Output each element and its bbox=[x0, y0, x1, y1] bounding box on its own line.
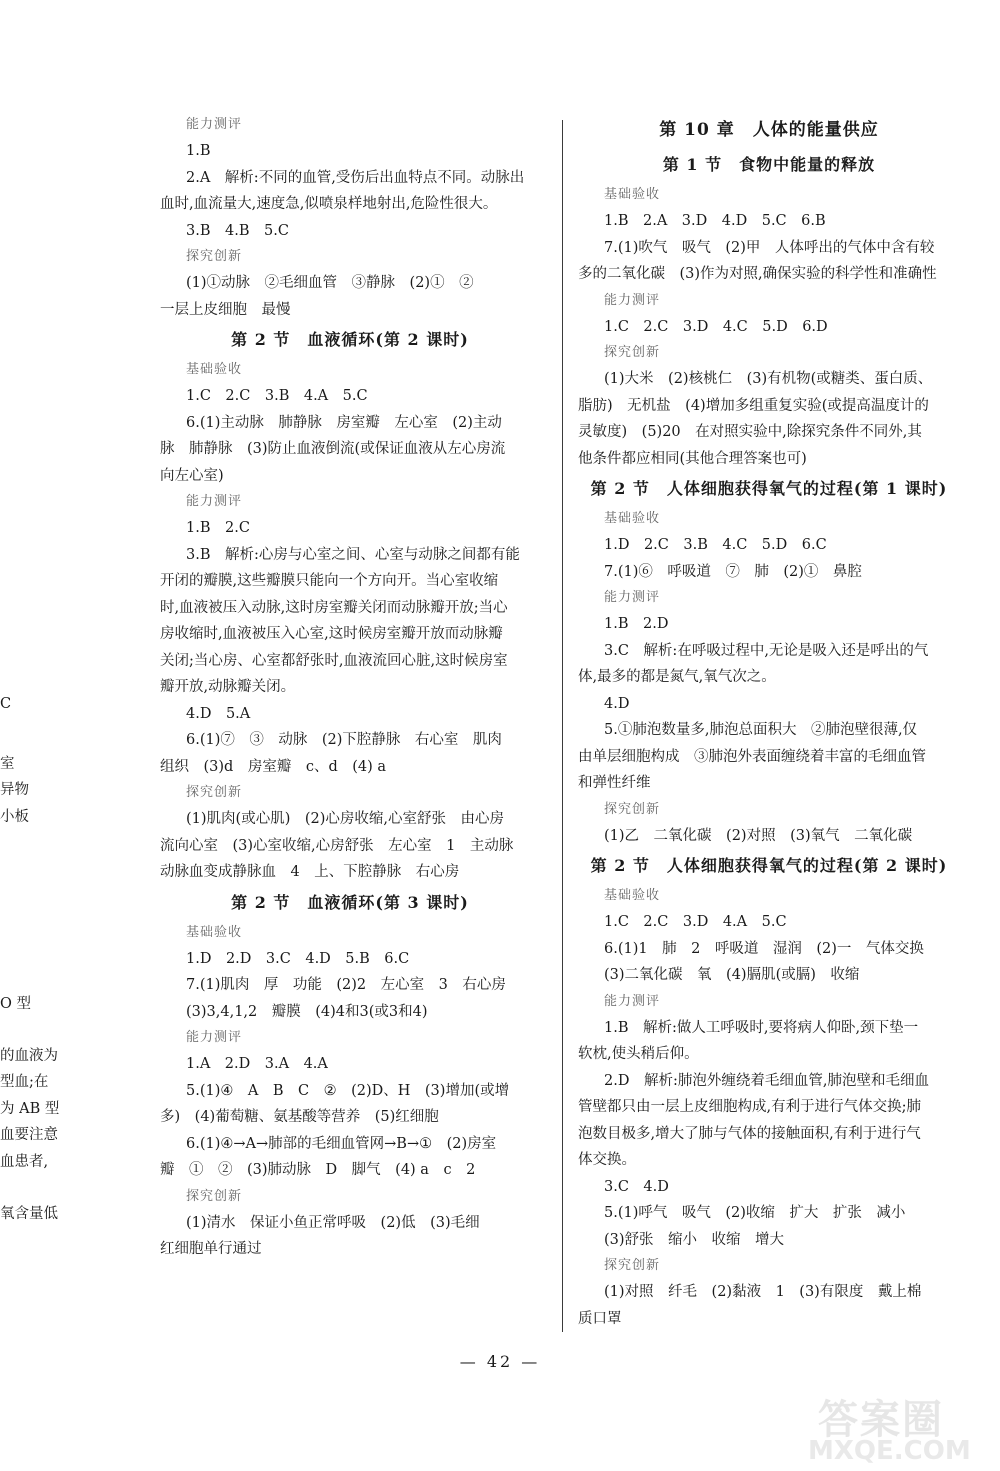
section-heading: 第 2 节 血液循环(第 3 课时) bbox=[231, 892, 469, 912]
section-label: 基础验收 bbox=[604, 187, 661, 202]
section-heading: 第 2 节 血液循环(第 2 课时) bbox=[231, 330, 469, 349]
answer-line: 红细胞单行通过 bbox=[160, 1241, 262, 1257]
answer-line: 1.B bbox=[186, 143, 211, 159]
answer-line: 5.①肺泡数量多,肺泡总面积大 ②肺泡壁很薄,仅 bbox=[604, 722, 918, 738]
answer-line: 流向心室 (3)心室收缩,心房舒张 左心室 1 主动脉 bbox=[160, 837, 514, 854]
section-label: 探究创新 bbox=[186, 249, 243, 264]
section-label: 能力测评 bbox=[186, 117, 243, 132]
answer-line: (1)乙 二氧化碳 (2)对照 (3)氧气 二氧化碳 bbox=[604, 827, 913, 844]
answer-line: 1.D 2.C 3.B 4.C 5.D 6.C bbox=[604, 537, 827, 553]
section-heading: 第 2 节 人体细胞获得氧气的过程(第 2 课时) bbox=[590, 856, 948, 875]
margin-fragment: 氧含量低 bbox=[0, 1206, 58, 1222]
left-column bbox=[160, 112, 540, 1263]
answer-line: (1)对照 纤毛 (2)黏液 1 (3)有限度 戴上棉 bbox=[604, 1284, 922, 1300]
answer-line: 脉 肺静脉 (3)防止血液倒流(或保证血液从左心房流 bbox=[160, 441, 506, 457]
watermark-url: MXQE.COM bbox=[808, 1436, 971, 1466]
page-number: — 42 — bbox=[459, 1352, 541, 1371]
answer-line: 2.D 解析:肺泡外缠绕着毛细血管,肺泡壁和毛细血 bbox=[604, 1072, 929, 1089]
answer-line: 1.A 2.D 3.A 4.A bbox=[186, 1056, 328, 1072]
answer-line: 和弹性纤维 bbox=[578, 775, 651, 791]
margin-fragment: 的血液为 bbox=[0, 1048, 58, 1064]
section-label: 基础验收 bbox=[604, 888, 661, 903]
answer-line: 4.D 5.A bbox=[186, 705, 251, 722]
answer-line: 瓣 ① ② (3)肺动脉 D 脚气 (4) a c 2 bbox=[160, 1162, 476, 1178]
answer-line: 1.D 2.D 3.C 4.D 5.B 6.C bbox=[186, 950, 410, 967]
answer-line: 1.B 2.C bbox=[186, 520, 250, 536]
answer-line: 3.C 4.D bbox=[604, 1178, 669, 1195]
answer-line: 时,血液被压入动脉,这时房室瓣关闭而动脉瓣开放;当心 bbox=[160, 599, 508, 616]
answer-line: 脂肪) 无机盐 (4)增加多组重复实验(或提高温度计的 bbox=[578, 397, 929, 414]
answer-line: 开闭的瓣膜,这些瓣膜只能向一个方向开。当心室收缩 bbox=[160, 573, 499, 589]
answer-line: 动脉血变成静脉血 4 上、下腔静脉 右心房 bbox=[160, 864, 460, 880]
margin-fragment: C bbox=[0, 696, 12, 712]
answer-line: 7.(1)⑥ 呼吸道 ⑦ 肺 (2)① 鼻腔 bbox=[604, 563, 862, 580]
answer-line: (1)大米 (2)核桃仁 (3)有机物(或糖类、蛋白质、 bbox=[604, 371, 933, 387]
answer-line: 泡数目极多,增大了肺与气体的接触面积,有利于进行气 bbox=[578, 1125, 921, 1142]
answer-line: 1.B 2.D bbox=[604, 616, 669, 632]
section-label: 能力测评 bbox=[604, 993, 661, 1009]
answer-line: 7.(1)吹气 吸气 (2)甲 人体呼出的气体中含有较 bbox=[604, 239, 935, 256]
answer-line: 组织 (3)d 房室瓣 c、d (4) a bbox=[160, 758, 387, 775]
answer-line: 由单层细胞构成 ③肺泡外表面缠绕着丰富的毛细血管 bbox=[578, 748, 926, 765]
answer-line: 2.A 解析:不同的血管,受伤后出血特点不同。动脉出 bbox=[186, 169, 525, 186]
answer-line: 3.C 解析:在呼吸过程中,无论是吸入还是呼出的气 bbox=[604, 642, 929, 659]
answer-line: 向左心室) bbox=[160, 467, 224, 484]
margin-fragment: O 型 bbox=[0, 996, 31, 1012]
margin-fragment: 型血;在 bbox=[0, 1074, 49, 1090]
section-label: 探究创新 bbox=[604, 801, 661, 817]
section-label: 探究创新 bbox=[186, 785, 243, 800]
answer-line: 血时,血流量大,速度急,似喷泉样地射出,危险性很大。 bbox=[160, 196, 498, 212]
watermark-logo: 答案圈 bbox=[818, 1397, 944, 1443]
section-label: 基础验收 bbox=[604, 511, 661, 526]
section-label: 基础验收 bbox=[186, 924, 243, 940]
answer-line: 1.C 2.C 3.B 4.A 5.C bbox=[186, 388, 368, 404]
answer-line: 5.(1)呼气 吸气 (2)收缩 扩大 扩张 减小 bbox=[604, 1205, 906, 1221]
answer-line: 一层上皮细胞 最慢 bbox=[160, 301, 291, 318]
section-label: 探究创新 bbox=[186, 1188, 243, 1204]
answer-line: 6.(1)主动脉 肺静脉 房室瓣 左心室 (2)主动 bbox=[186, 414, 502, 431]
margin-fragment: 为 AB 型 bbox=[0, 1101, 60, 1117]
answer-line: 7.(1)肌肉 厚 功能 (2)2 左心室 3 右心房 bbox=[186, 977, 506, 993]
answer-line: 1.C 2.C 3.D 4.C 5.D 6.D bbox=[604, 318, 828, 335]
watermark bbox=[778, 1388, 988, 1468]
answer-line: 管壁都只由一层上皮细胞构成,有利于进行气体交换;肺 bbox=[578, 1099, 921, 1115]
answer-line: 他条件都应相同(其他合理答案也可) bbox=[578, 450, 807, 467]
answer-line: (1)①动脉 ②毛细血管 ③静脉 (2)① ② bbox=[186, 275, 474, 291]
answer-line: 多) (4)葡萄糖、氨基酸等营养 (5)红细胞 bbox=[160, 1109, 439, 1125]
answer-line: 4.D bbox=[604, 695, 630, 712]
answer-line: 6.(1)⑦ ③ 动脉 (2)下腔静脉 右心室 肌肉 bbox=[186, 732, 502, 748]
section-label: 基础验收 bbox=[186, 362, 243, 377]
answer-line: 瓣开放,动脉瓣关闭。 bbox=[160, 679, 296, 695]
answer-line: 1.B 解析:做人工呼吸时,要将病人仰卧,颈下垫一 bbox=[604, 1019, 919, 1036]
margin-fragment: 室 bbox=[0, 756, 15, 772]
answer-line: 关闭;当心房、心室都舒张时,血液流回心脏,这时候房室 bbox=[160, 652, 508, 669]
answer-line: 体,最多的都是氮气,氧气次之。 bbox=[578, 669, 776, 685]
section-label: 探究创新 bbox=[604, 345, 661, 360]
answer-line: 灵敏度) (5)20 在对照实验中,除探究条件不同外,其 bbox=[578, 424, 922, 440]
answer-line: 6.(1)④→A→肺部的毛细血管网→B→① (2)房室 bbox=[186, 1135, 497, 1152]
answer-line: 质口罩 bbox=[578, 1310, 622, 1327]
column-divider bbox=[562, 120, 563, 1332]
right-column bbox=[578, 112, 960, 1332]
section-heading: 第 2 节 人体细胞获得氧气的过程(第 1 课时) bbox=[590, 479, 948, 498]
answer-line: 3.B 4.B 5.C bbox=[186, 222, 289, 239]
answer-line: 1.B 2.A 3.D 4.D 5.C 6.B bbox=[604, 213, 826, 229]
answer-line: (1)肌肉(或心肌) (2)心房收缩,心室舒张 由心房 bbox=[186, 811, 505, 827]
section-label: 能力测评 bbox=[604, 292, 661, 308]
margin-fragment: 异物 bbox=[0, 782, 29, 798]
answer-line: 房收缩时,血液被压入心室,这时候房室瓣开放而动脉瓣 bbox=[160, 626, 503, 642]
section-label: 能力测评 bbox=[604, 590, 661, 605]
answer-line: (3)3,4,1,2 瓣膜 (4)4和3(或3和4) bbox=[186, 1003, 428, 1020]
answer-line: (3)舒张 缩小 收缩 增大 bbox=[604, 1231, 785, 1248]
margin-fragment: 血患者, bbox=[0, 1154, 49, 1170]
chapter-heading: 第 10 章 人体的能量供应 bbox=[659, 120, 879, 140]
answer-line: 多的二氧化碳 (3)作为对照,确保实验的科学性和准确性 bbox=[578, 266, 937, 282]
answer-line: 3.B 解析:心房与心室之间、心室与动脉之间都有能 bbox=[186, 546, 520, 563]
answer-line: (1)清水 保证小鱼正常呼吸 (2)低 (3)毛细 bbox=[186, 1214, 480, 1231]
answer-line: (3)二氧化碳 氧 (4)膈肌(或膈) 收缩 bbox=[604, 967, 860, 983]
margin-fragment: 血要注意 bbox=[0, 1127, 58, 1143]
answer-line: 软枕,使头稍后仰。 bbox=[578, 1046, 699, 1062]
section-heading: 第 1 节 食物中能量的释放 bbox=[662, 155, 876, 174]
section-label: 能力测评 bbox=[186, 1030, 243, 1045]
section-label: 探究创新 bbox=[604, 1258, 661, 1273]
answer-line: 体交换。 bbox=[578, 1152, 636, 1168]
margin-fragment: 小板 bbox=[0, 809, 29, 825]
answer-line: 6.(1)1 肺 2 呼吸道 湿润 (2)一 气体交换 bbox=[604, 940, 924, 957]
answer-line: 5.(1)④ A B C ② (2)D、H (3)增加(或增 bbox=[186, 1082, 510, 1099]
answer-line: 1.C 2.C 3.D 4.A 5.C bbox=[604, 914, 787, 930]
section-label: 能力测评 bbox=[186, 494, 243, 509]
